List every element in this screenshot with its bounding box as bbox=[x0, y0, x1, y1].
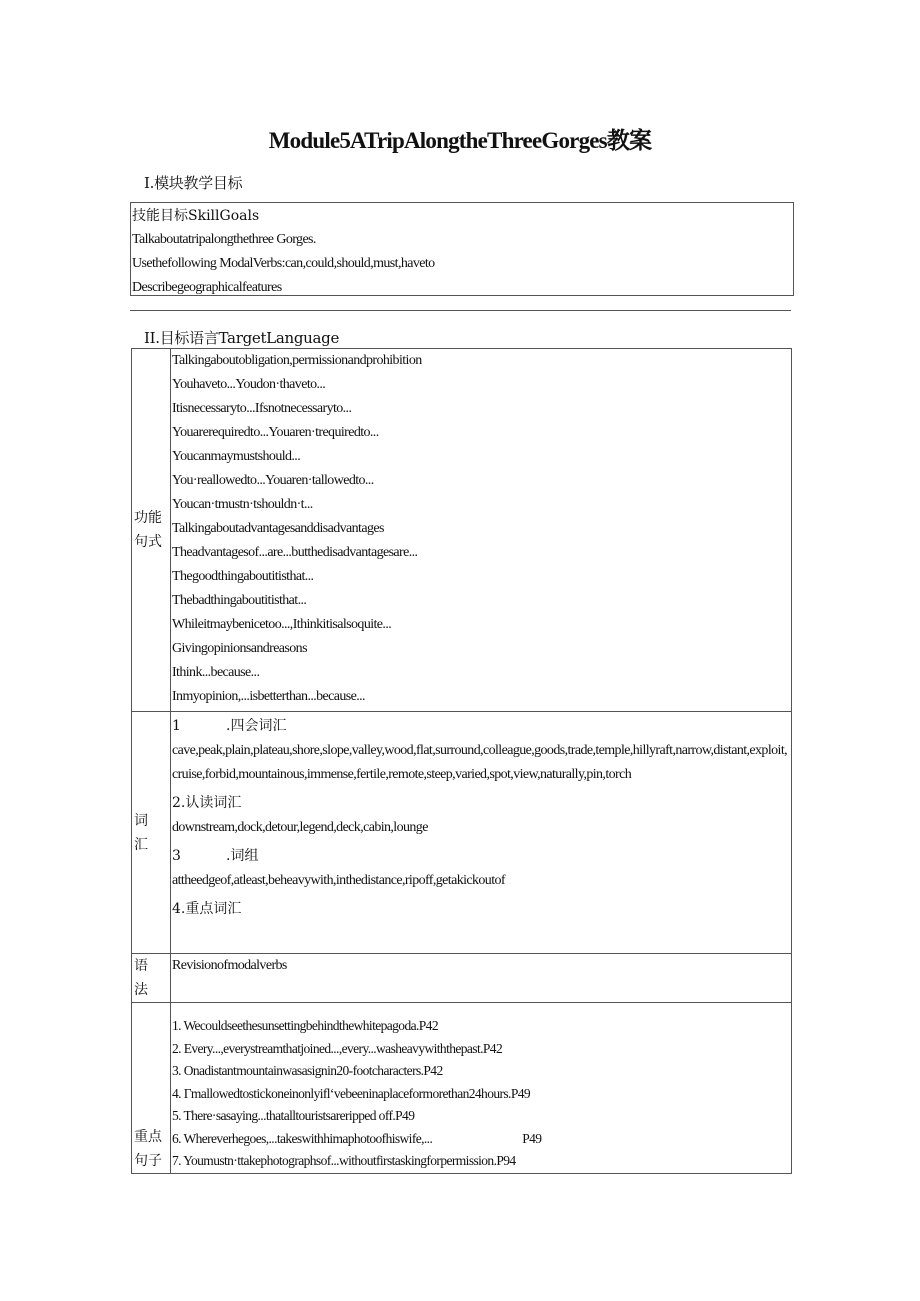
function-line: Thegoodthingaboutitisthat... bbox=[172, 569, 314, 584]
skill-goals-box bbox=[130, 202, 794, 296]
grammar-content bbox=[171, 954, 792, 1003]
function-line: Thebadthingaboutitisthat... bbox=[172, 593, 307, 608]
function-line: Ithink...because... bbox=[172, 665, 260, 680]
vocabulary-row bbox=[132, 712, 792, 954]
functions-label: 功能 句式 bbox=[132, 349, 171, 712]
sentences-content bbox=[171, 1003, 792, 1174]
vocab-item-1-title: 1 .四会词汇 bbox=[172, 718, 287, 734]
sentence-line: 3. Onadistantmountainwasasignin20-footcharacters.P42 bbox=[172, 1063, 443, 1078]
section-1-heading: I.模块教学目标 bbox=[144, 174, 243, 192]
grammar-text: Revisionofmodalverbs bbox=[172, 958, 287, 973]
sentence-line: 7. Youmustn·ttakephotographsof...withoutfirstaskingforpermission.P94 bbox=[172, 1153, 516, 1168]
function-line: Youarerequiredto...Youaren·trequiredto... bbox=[172, 425, 379, 440]
sentence-line: 6. Whereverhegoes,...takeswithhimaphotoofhiswife,... P49 bbox=[172, 1130, 542, 1146]
vocab-item-1-words: cave,peak,plain,plateau,shore,slope,valley,wood,flat,surround,colleague,goods,trade,temple,hillyraft,narrow,distant,exploit,cruise,forbid,mountainous,immense,fertile,remote,steep,varied,spot,view,naturally,pin,torch bbox=[172, 743, 788, 782]
function-line: Talkingaboutobligation,permissionandprohibition bbox=[172, 353, 422, 368]
vocab-item-3-words: attheedgeof,atleast,beheavywith,inthedistance,ripoff,getakickoutof bbox=[172, 873, 505, 888]
function-line: Givingopinionsandreasons bbox=[172, 641, 307, 656]
divider bbox=[130, 310, 791, 311]
vocab-item-2-title: 2.认读词汇 bbox=[172, 795, 242, 811]
vocabulary-label: 词 汇 bbox=[132, 712, 171, 954]
page-title: Module5ATripAlongtheThreeGorges教案 bbox=[268, 128, 652, 153]
function-line: Talkingaboutadvantagesanddisadvantages bbox=[172, 521, 384, 536]
sentence-line: 1. Wecouldseethesunsettingbehindthewhitepagoda.P42 bbox=[172, 1018, 438, 1033]
function-line: Inmyopinion,...isbetterthan...because... bbox=[172, 689, 365, 704]
section-2-heading: II.目标语言TargetLanguage bbox=[144, 329, 340, 347]
skill-goal-line: Describegeographicalfeatures bbox=[132, 280, 282, 295]
vocab-item-2-words: downstream,dock,detour,legend,deck,cabin,lounge bbox=[172, 820, 428, 835]
function-line: Youcanmaymustshould... bbox=[172, 449, 301, 464]
sentences-label: 重点 句子 bbox=[132, 1003, 171, 1174]
function-line: Youcan·tmustn·tshouldn·t... bbox=[172, 497, 313, 512]
skill-goals-title: 技能目标SkillGoals bbox=[132, 208, 260, 224]
vocabulary-content bbox=[171, 712, 792, 954]
function-line: Youhaveto...Youdon·thaveto... bbox=[172, 377, 326, 392]
grammar-row bbox=[132, 954, 792, 1003]
vocab-item-3-title: 3 .词组 bbox=[172, 848, 259, 864]
vocab-item-4-title: 4.重点词汇 bbox=[172, 901, 242, 917]
sentences-row bbox=[132, 1003, 792, 1174]
sentence-line: 4. Γmallowedtostickoneinonlyifl‘vebeeninaplaceformorethan24hours.P49 bbox=[172, 1085, 531, 1101]
function-line: Theadvantagesof...are...butthedisadvantagesare... bbox=[172, 545, 418, 560]
skill-goal-line: Talkaboutatripalongthethree Gorges. bbox=[132, 232, 316, 247]
function-line: Whileitmaybenicetoo...,Ithinkitisalsoquite... bbox=[172, 617, 392, 632]
target-language-table bbox=[131, 348, 792, 1174]
grammar-label: 语 法 bbox=[132, 954, 171, 1003]
sentence-line: 5. There·sasaying...thatalltouristsareripped off.P49 bbox=[172, 1108, 415, 1123]
functions-content bbox=[171, 349, 792, 712]
function-line: Itisnecessaryto...Ifsnotnecessaryto... bbox=[172, 401, 352, 416]
functions-row bbox=[132, 349, 792, 712]
function-line: You·reallowedto...Youaren·tallowedto... bbox=[172, 473, 374, 488]
skill-goal-line: Usethefollowing ModalVerbs:can,could,should,must,haveto bbox=[132, 256, 435, 271]
sentence-line: 2. Every...,everystreamthatjoined...,every...washeavywiththepast.P42 bbox=[172, 1040, 503, 1056]
